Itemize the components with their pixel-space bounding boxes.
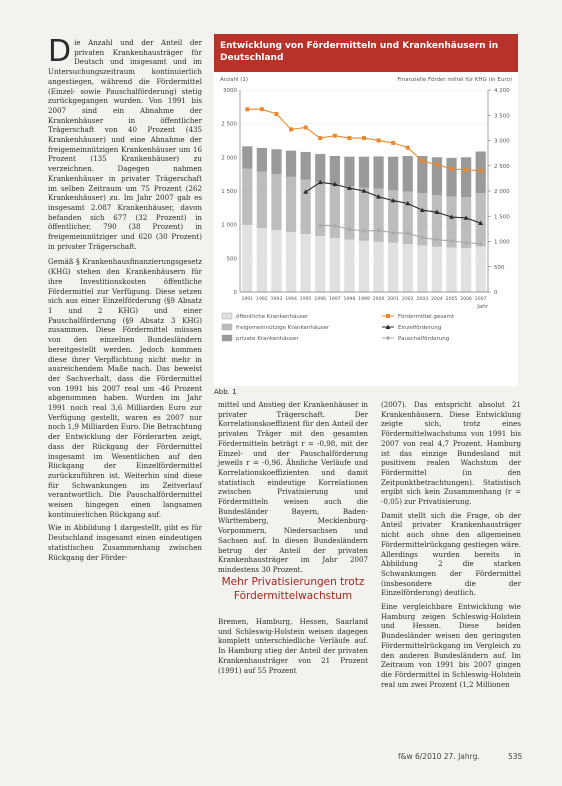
bar-segment-nonprofit [242,169,252,225]
legend-label: freigemeinnützige Krankenhäuser [236,325,330,331]
x-tick-label: 1997 [328,297,341,302]
text-column-2b [218,617,371,679]
data-point [347,136,351,140]
bar-segment-private [373,156,383,188]
legend-label: private Krankenhäuser [236,336,299,342]
x-tick-label: 2000 [372,297,385,302]
data-point [318,136,322,140]
legend-swatch [222,313,232,319]
x-tick-label: 1995 [299,297,312,302]
y-right-tick-label: 2 500 [494,163,510,170]
data-point [420,159,424,163]
bar-segment-public [271,230,281,292]
legend-marker [386,336,390,341]
y-left-tick-label: 0 [233,290,237,296]
page-number: 535 [508,752,523,761]
bar-segment-private [315,154,325,182]
data-point [391,141,395,145]
figure-caption: Abb. 1 [214,388,237,396]
text-column-2 [218,400,371,579]
bar-segment-private [330,156,340,184]
bar-segment-public [403,244,413,292]
y-right-label: Finanzielle Förder mittel für KHG (in Euro) [397,77,512,83]
y-left-tick-label: 3000 [223,88,237,94]
data-point [479,169,483,173]
bar-segment-private [301,152,311,180]
x-tick-label: 1994 [285,297,297,302]
legend-label: Pauschalförderung [398,336,450,342]
y-left-tick-label: 1 500 [221,189,237,195]
bar-segment-public [432,247,442,292]
x-tick-label: 2004 [431,297,443,302]
bar-segment-public [257,228,267,292]
x-tick-label: 2005 [445,297,458,302]
x-tick-label: 2007 [474,297,487,302]
legend-marker [386,314,390,318]
x-tick-label: 1999 [358,297,370,302]
bar-segment-public [446,248,456,292]
text-column-3 [381,400,524,693]
y-left-tick-label: 2 000 [221,155,237,162]
x-tick-label: 2002 [401,297,414,302]
bar-segment-private [242,146,252,168]
intro-text: ie Anzahl und der Anteil der privaten Krankenhausträger für Deutsch und insgesamt und im Untersuchungszeitraum kontinuierlich angestiegen, während die Fördermittel (Einzel- sowie Pauschalförderung) stetig zurückgegangen wurden. Von 1991 bis 2007 sind ein Abnahme der Krankenhäuser in öffentlicher Trägerschaft von 40 Prozent (435 Krankenhäuser) und eine Abnahme der freigemeinnützigen Krankenhäuser um 16 Prozent (135 Krankenhäuser) zu verzeichnen. Dagegen nahmen Krankenhäuser in privater Trägerschaft im selben Zeitraum um 75 Prozent (262 Krankenhäuser) zu. Im Jahr 2007 gab es insgesamt 2.087 Krankenhäuser, davon befanden sich 677 (32 Prozent) in öffentlicher, 790 (38 Prozent) in freigemeinnütziger und 620 (30 Prozent) in privater Trägerschaft. [48,38,205,251]
y-right-tick-label: 500 [494,264,505,271]
data-point [450,167,454,171]
bar-segment-private [257,148,267,172]
paragraph: Damit stellt sich die Frage, ob der Anteil privater Krankenhausträger nicht auch ohne den allgemeinen Fördermittelrückgang gestiegen wäre. Allerdings wurden bereits in Abbildung 2 die starken Schwankungen der Fördermittel (insbesondere die der Einzelförderung) deutlich. [381,510,524,598]
x-tick-label: 1991 [241,297,254,302]
y-right-tick-label: 3 500 [494,113,510,120]
data-point [406,146,410,150]
bar-segment-private [286,151,296,177]
x-tick-label: 2006 [460,297,472,302]
data-point [435,163,439,167]
paragraph: Wie in Abbildung 1 dargestellt, gibt es für Deutschland insgesamt einen eindeutigen statistischen Zusammenhang zwischen Rückgang der Förder- [48,523,205,562]
paragraph: Gemäß § Krankenhausfinanzierungsgesetz (KHG) stehen den Krankenhäusern für ihre Investitionskosten öffentliche Fördermittel zur Verfügung. Diese setzen sich aus einer Einzelförderung (§9 Absatz 1 und 2 KHG) und einer Pauschalförderung (§9 Absatz 3 KHG) zusammen. Diese Fördermittel müssen von den einzelnen Bundesländern bereitgestellt werden. Jedoch kommen diese ihrer Verpflichtung nicht mehr in ausreichendem Maße nach. Das beweist der Sachverhalt, dass die Fördermittel von 1991 bis 2007 real um -46 Prozent abgenommen haben. Wurden im Jahr 1991 noch real 3,6 Milliarden Euro zur Verfügung gestellt, waren es 2007 nur noch 1,9 Milliarden Euro. Die Betrachtung der Entwicklung der Förderarten zeigt, dass der Rückgang der Fördermittel insgesamt im Wesentlichen auf den Rückgang der Einzelfördermittel zurückzuführen ist. Weiterhin sind diese für Schwankungen im Zeitverlauf verantwortlich. Die Pauschalfördermittel weisen hingegen einen langsamen kontinuierlichen Rückgang auf. [48,257,205,519]
text-column-1 [48,34,205,566]
legend-swatch [222,324,232,330]
data-point [245,107,249,111]
data-point [274,112,278,116]
legend-label: öffentliche Krankenhäuser [236,314,309,320]
bar-segment-nonprofit [257,171,267,228]
bar-segment-public [301,234,311,292]
paragraph: mittel und Anstieg der Krankenhäuser in privater Trägerschaft. Der Korrelationskoeffizient für den Anteil der privaten Träger mit den gesamten Fördermitteln beträgt r = -0,98, mit der Einzel- und der Pauschalförderung jeweils r = -0,96. Ähnliche Verläufe und Korrelationskoeffizienten und damit statistisch eindeutige Korrelationen zwischen Privatisierung und Fördermitteln weisen auch die Bundesländer Bayern, Baden-Württemberg, Mecklenburg-Vorpommern, Niedersachsen und Sachsen auf. In diesen Bundesländern betrug der Anteil der privaten Krankenhausträger im Jahr 2007 mindestens 30 Prozent. [218,400,371,574]
bar-segment-public [417,246,427,292]
paragraph: Bremen, Hamburg, Hessen, Saarland und Schleswig-Holstein weisen dagegen komplett unterschiedliche Verläufe auf. In Hamburg stieg der Anteil der privaten Krankenhausträger von 21 Prozent (1991) auf 55 Prozent [218,617,371,675]
data-point [260,107,264,111]
bar-segment-nonprofit [301,180,311,235]
paragraph: (2007). Das entspricht absolut 21 Krankenhäusern. Diese Entwicklung zeigte sich, trotz eines Fördermittelwachstums von 1991 bis 2007 von real 4,7 Prozent. Hamburg ist das einzige Bundesland mit positivem realen Wachstum der Fördermittel (in den Zeitpunktbetrachtungen). Statistisch ergibt sich kein Zusammenhang (r = -0,05) zur Privatisierung. [381,400,524,507]
section-heading: Mehr Privatisierungen trotz Fördermittelwachstum [221,576,365,602]
x-tick-label: 1992 [256,297,268,302]
y-right-tick-label: 3 000 [494,138,510,145]
bar-segment-public [359,241,369,292]
y-right-tick-label: 1 000 [494,239,510,246]
bar-segment-public [242,225,252,292]
data-point [464,168,468,172]
bar-segment-private [403,156,413,192]
x-axis-label: Jahr [477,304,488,310]
y-left-tick-label: 2 500 [221,121,237,128]
data-point [333,134,337,138]
bar-segment-private [344,157,354,187]
chart-svg [214,72,518,386]
x-tick-label: 1996 [314,297,327,302]
bar-segment-private [461,157,471,197]
data-point [362,136,366,140]
bar-segment-nonprofit [271,174,281,230]
bar-segment-nonprofit [315,182,325,236]
y-right-tick-label: 0 [494,290,498,296]
x-tick-label: 1998 [343,297,356,302]
legend-label: Einzelförderung [398,325,442,331]
bar-segment-public [373,242,383,292]
chart-title-bar [214,34,518,72]
bar-segment-private [446,158,456,196]
y-right-tick-label: 1 500 [494,214,510,221]
data-point [304,126,308,130]
bar-segment-private [359,157,369,188]
bar-segment-nonprofit [476,193,486,246]
bar-segment-public [315,236,325,292]
x-tick-label: 2003 [416,297,429,302]
y-right-tick-label: 4 200 [494,88,510,94]
bar-segment-public [344,239,354,292]
bar-segment-private [271,149,281,174]
paragraph: Eine vergleichbare Entwicklung wie Hamburg zeigen Schleswig-Holstein und Hessen. Diese beiden Bundesländer weisen den geringsten Fördermittelrückgang im Vergleich zu den anderen Bundesländern auf. Im Zeitraum von 1991 bis 2007 gingen die Fördermittel in Schleswig-Holstein real um zwei Prozent (1,2 Millionen [381,602,524,689]
intro-paragraph [48,34,205,251]
legend-label: Fördermittel gesamt [398,314,455,320]
bar-segment-nonprofit [330,184,340,238]
y-left-tick-label: 1 000 [221,222,237,229]
legend-swatch [222,335,232,341]
data-point [377,139,381,143]
y-right-tick-label: 2 000 [494,189,510,195]
bar-segment-nonprofit [403,192,413,245]
bar-segment-public [388,243,398,292]
journal-footer: f&w 6/2010 27. Jahrg. [398,752,480,761]
bar-segment-private [388,157,398,191]
bar-segment-nonprofit [286,177,296,232]
y-left-label: Anzahl (1) [220,77,249,83]
x-tick-label: 2001 [387,297,400,302]
figure [214,34,518,386]
x-tick-label: 1993 [270,297,283,302]
drop-cap: D [48,34,72,69]
data-point [289,127,293,131]
y-left-tick-label: 500 [226,256,237,263]
bar-segment-public [330,238,340,292]
chart-title: Entwicklung von Fördermitteln und Krankenhäusern in Deutschland [220,41,499,63]
bar-segment-public [461,248,471,292]
bar-segment-public [286,232,296,292]
bar-segment-public [476,246,486,292]
